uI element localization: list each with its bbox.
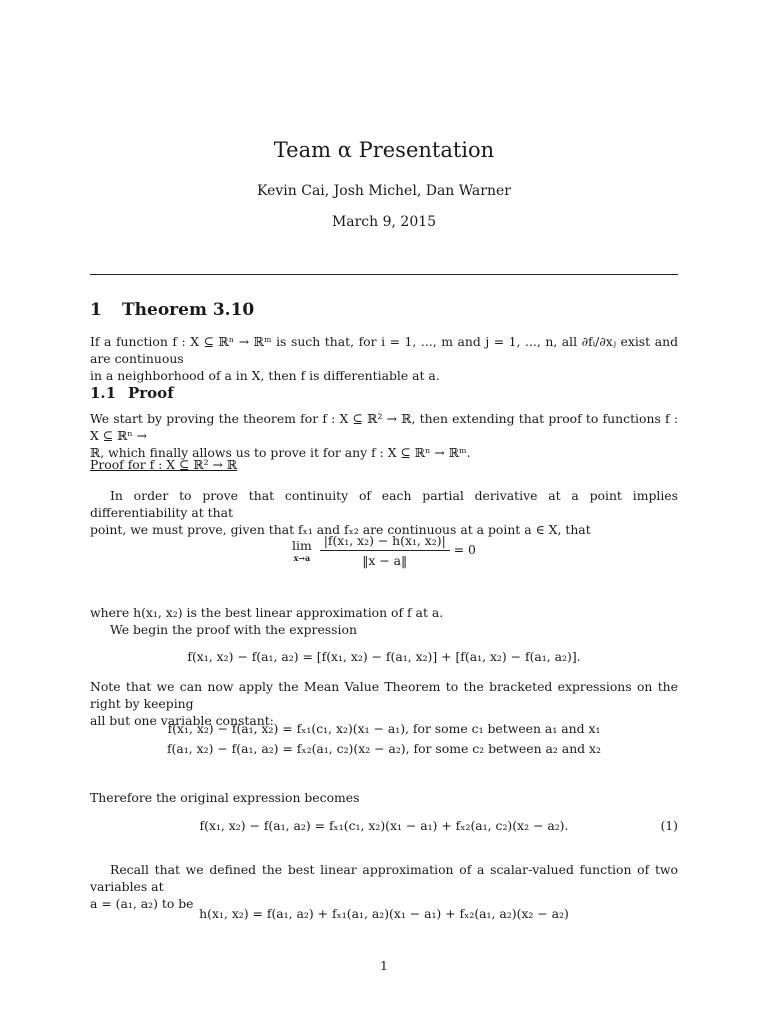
section-heading	[90, 300, 254, 320]
linear-approx-equation: h(x₁, x₂) = f(a₁, a₂) + fₓ₁(a₁, a₂)(x₁ − a₁) + fₓ₂(a₁, a₂)(x₂ − a₂)	[199, 906, 569, 921]
bracket-equation: f(x₁, x₂) − f(a₁, a₂) = [f(x₁, x₂) − f(a₁, x₂)] + [f(a₁, x₂) − f(a₁, a₂)].	[187, 649, 581, 664]
theorem-line-1: If a function f : X ⊆ ℝⁿ → ℝᵐ is such that, for i = 1, ..., m and j = 1, ..., n, all ∂fᵢ/∂xⱼ exist and are continuous	[90, 334, 678, 366]
subsection-title: Proof	[128, 384, 174, 402]
title-rule	[90, 274, 678, 275]
mvt-equation-2: f(a₁, x₂) − f(a₁, a₂) = fₓ₂(a₁, c₂)(x₂ − a₂), for some c₂ between a₂ and x₂	[166, 741, 602, 756]
section-title: Theorem 3.10	[122, 300, 255, 320]
where-line: where h(x₁, x₂) is the best linear approximation of f at a.	[90, 605, 444, 620]
recall-paragraph	[90, 861, 678, 912]
limit-label: lim	[292, 538, 312, 553]
continuity-line-2: point, we must prove, given that fₓ₁ and fₓ₂ are continuous at a point a ∈ X, that	[90, 522, 591, 537]
limit-subscript: x→a	[293, 553, 311, 563]
proof-intro	[90, 410, 678, 461]
continuity-paragraph	[90, 487, 678, 538]
subsection-number: 1.1	[90, 384, 117, 402]
limit-equation	[90, 533, 678, 568]
limit-fraction	[320, 533, 450, 568]
subsection-heading	[90, 384, 174, 402]
proof-subheading: Proof for f : X ⊆ ℝ² → ℝ	[90, 457, 238, 472]
where-paragraph	[90, 604, 678, 638]
section-number: 1	[90, 300, 102, 320]
begin-line: We begin the proof with the expression	[110, 622, 357, 637]
proof-intro-line-2: ℝ, which finally allows us to prove it for any f : X ⊆ ℝⁿ → ℝᵐ.	[90, 445, 471, 460]
limit-operator	[292, 538, 312, 563]
limit-rhs: = 0	[453, 542, 476, 557]
proof-intro-line-1: We start by proving the theorem for f : X ⊆ ℝ² → ℝ, then extending that proof to functions f : X ⊆ ℝⁿ →	[90, 411, 678, 443]
paper-authors: Kevin Cai, Josh Michel, Dan Warner	[257, 183, 511, 199]
mvt-line-1: Note that we can now apply the Mean Value Theorem to the bracketed expressions on the right by keeping	[90, 679, 678, 711]
theorem-line-2: in a neighborhood of a in X, then f is differentiable at a.	[90, 368, 440, 383]
mvt-equation-1: f(x₁, x₂) − f(a₁, x₂) = fₓ₁(c₁, x₂)(x₁ − a₁), for some c₁ between a₁ and x₁	[167, 721, 601, 736]
equation-1: f(x₁, x₂) − f(a₁, a₂) = fₓ₁(c₁, x₂)(x₁ − a₁) + fₓ₂(a₁, c₂)(x₂ − a₂).	[199, 818, 569, 833]
recall-line-2: a = (a₁, a₂) to be	[90, 896, 194, 911]
paper-date: March 9, 2015	[331, 214, 437, 230]
therefore-line: Therefore the original expression becomes	[90, 790, 360, 805]
continuity-line-1: In order to prove that continuity of each partial derivative at a point implies differentiability at that	[90, 488, 678, 520]
limit-numerator: |f(x₁, x₂) − h(x₁, x₂)|	[320, 533, 450, 551]
theorem-statement	[90, 333, 678, 384]
page-number: 1	[380, 958, 388, 973]
limit-denominator: ‖x − a‖	[362, 553, 408, 568]
recall-line-1: Recall that we defined the best linear approximation of a scalar-valued function of two variables at	[90, 862, 678, 894]
paper-title: Team α Presentation	[273, 138, 495, 162]
equation-1-number: (1)	[660, 818, 678, 833]
mvt-line-2: all but one variable constant:	[90, 713, 274, 728]
